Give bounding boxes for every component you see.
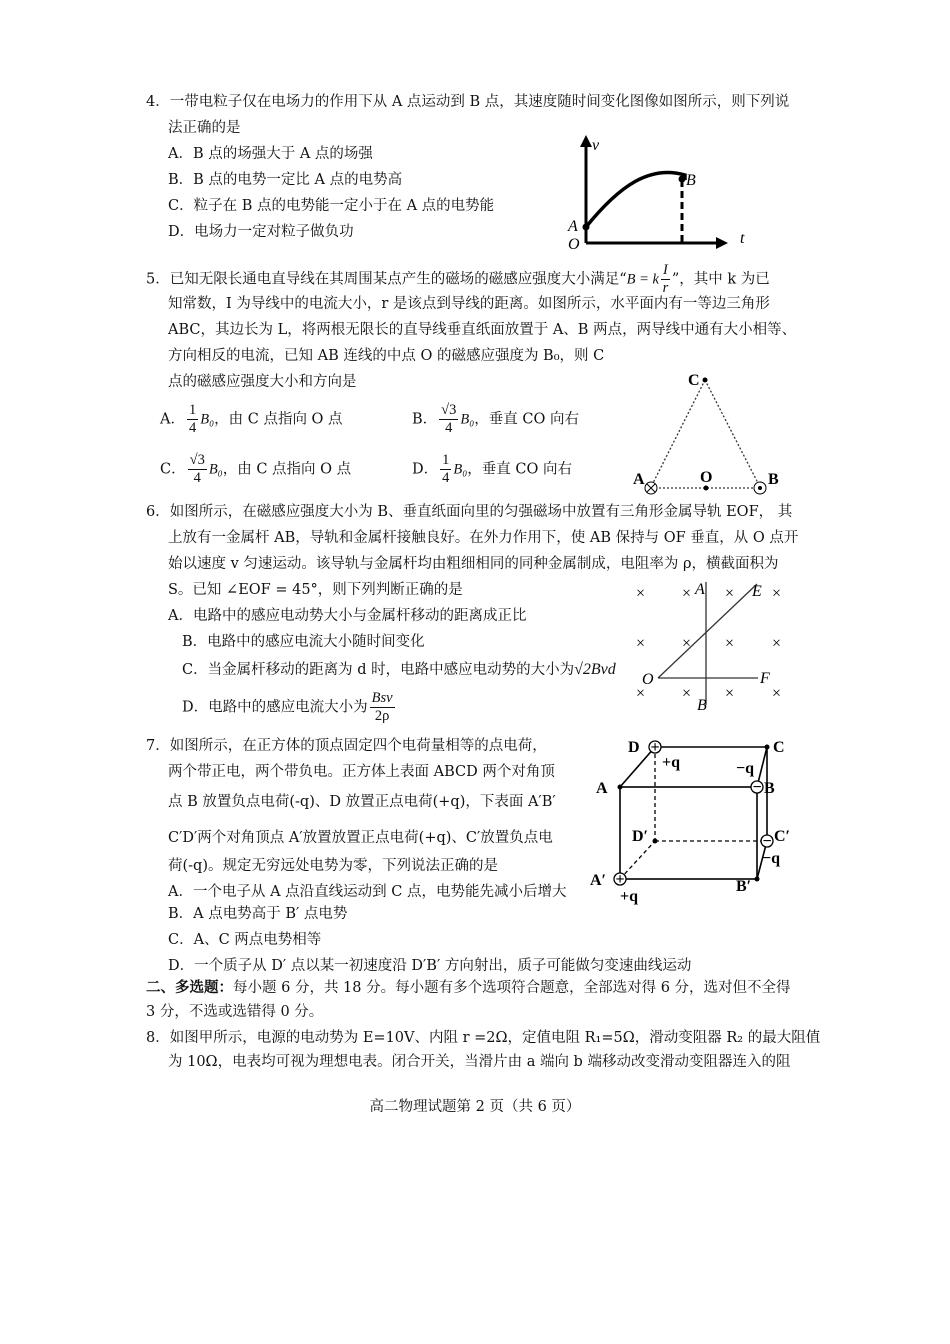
q5-stem-text-end: ”，其中 k 为已 [671,271,770,288]
option-text: ，由 C 点指向 O 点 [214,411,343,428]
cross: × [772,685,782,702]
cross: × [636,685,646,702]
q7-stem-2: 两个带正电，两个带负电。正方体上表面 ABCD 两个对角顶 [168,764,555,780]
q8-stem-1: 8．如图甲所示，电源的电动势为 E=10V、内阻 r =2Ω，定值电阻 R₁=5Ω，滑动变阻器 R₂ 的最大阻值 [146,1030,821,1046]
cross: × [725,585,735,602]
q6-stem-3: 始以速度 v 匀速运动。该导轨与金属杆均由粗细相同的同种金属制成，电阻率为 ρ，横截面积为 [168,556,779,572]
q4-option-a: A．B 点的场强大于 A 点的场强 [168,146,373,162]
q7-option-b: B．A 点电势高于 B′ 点电势 [168,906,348,922]
label-d: D [628,739,640,756]
q4-stem-2: 法正确的是 [168,120,241,136]
q5-stem-5: 点的磁感应强度大小和方向是 [168,374,357,390]
fraction-den: 4 [193,470,201,486]
q5-stem-4: 方向相反的电流，已知 AB 连线的中点 O 的磁感应强度为 B₀，则 C [168,348,605,364]
b0: B₀ [200,411,215,428]
q4-option-b: B．B 点的电势一定比 A 点的电势高 [168,172,403,188]
option-label: B． [412,411,438,428]
option-text: C．当金属杆移动的距离为 d 时，电路中感应电动势的大小为 [182,662,575,678]
option-math: √2Bvd [574,661,616,678]
label-b-prime: B′ [736,878,752,895]
option-text: ，垂直 CO 向右 [474,411,579,428]
section-2-instructions-2: 3 分，不选或选错得 0 分。 [146,1004,324,1020]
fraction-den: 4 [188,420,197,436]
plus-sign: + [650,739,660,756]
cross: × [636,635,646,652]
q5-stem-1 [146,262,770,297]
axis-v-label: v [592,137,600,154]
label-e: E [752,583,762,600]
formula-fraction [661,262,670,297]
label-c-prime: C′ [774,828,791,845]
formula-numerator: I [662,262,668,278]
label-a-prime: A′ [590,872,607,889]
q5-option-d [412,452,572,487]
q5-triangle-figure [630,370,790,500]
label-b: B [768,471,779,488]
label-c: C [773,739,785,756]
point-a-label: A [568,218,578,235]
cross: × [772,635,782,652]
formula-lhs: B = k [626,271,659,288]
label-o: O [700,469,713,486]
q6-magnetic-field-figure [630,580,800,715]
q4-stem: 4．一带电粒子仅在电场力的作用下从 A 点运动到 B 点，其速度随时间变化图像如图所示，则下列说 [146,94,790,110]
q7-option-d: D．一个质子从 D′ 点以某一初速度沿 D′B′ 方向射出，质子可能做匀变速曲线运动 [168,958,692,974]
q7-stem-1: 7．如图所示，在正方体的顶点固定四个电荷量相等的点电荷， [146,738,547,754]
fraction-num: 1 [188,402,197,418]
q7-option-a: A．一个电子从 A 点沿直线运动到 C 点，电势能先减小后增大 [168,884,567,900]
option-label: A． [160,411,185,428]
q7-stem-3: 点 B 放置负点电荷(-q)、D 放置正点电荷(+q)，下表面 A′B′ [168,794,556,810]
point-b-label: B [686,172,696,189]
axis-t-label: t [740,230,745,247]
cross: × [682,685,692,702]
q6-option-d [182,690,397,725]
q6-option-a: A．电路中的感应电动势大小与金属杆移动的距离成正比 [168,608,527,624]
cross: × [725,635,735,652]
option-text: ，由 C 点指向 O 点 [222,461,352,478]
b0: B₀ [453,461,468,478]
charge-c-prime: −q [762,850,781,867]
q5-option-c [160,452,351,487]
q6-stem-2: 上放有一金属杆 AB，导轨和金属杆接触良好。在外力作用下，使 AB 保持与 OF 垂直，从 O 点开 [168,530,799,546]
q4-option-c: C．粒子在 B 点的电势能一定小于在 A 点的电势能 [168,198,495,214]
q5-stem-text: 5．已知无限长通电直导线在其周围某点产生的磁场的磁感应强度大小满足“ [146,271,627,288]
option-label: D． [412,461,439,478]
b0: B₀ [460,411,475,428]
option-text: ，垂直 CO 向右 [467,461,572,478]
fraction-num: Bsv [371,690,393,706]
q5-stem-2: 知常数，I 为导线中的电流大小，r 是该点到导线的距离。如图所示，水平面内有一等边三角形 [168,296,770,312]
q8-stem-2: 为 10Ω，电表均可视为理想电表。闭合开关，当滑片由 a 端向 b 端移动改变滑动变阻器连入的阻 [168,1054,791,1070]
section-2-heading [146,978,791,998]
cross: × [636,585,646,602]
fraction-den: 2ρ [374,708,390,724]
label-d-prime: D′ [632,828,649,845]
formula-denominator: r [662,280,669,296]
q4-velocity-time-graph [560,135,760,260]
fraction-den: 4 [442,470,450,486]
q7-stem-4: C′D′两个对角顶点 A′放置放置正点电荷(+q)、C′放置负点电 [168,830,553,846]
b0: B₀ [208,461,223,478]
fraction-num: √3 [441,402,457,418]
q6-stem-1: 6．如图所示，在磁感应强度大小为 B、垂直纸面向里的匀强磁场中放置有三角形金属导轨 EOF， 其 [146,504,793,520]
label-o: O [642,671,654,688]
q5-option-b [412,402,579,437]
label-b: B [764,780,775,797]
plus-sign: + [615,871,625,888]
q6-stem-4: S。已知 ∠EOF = 45°，则下列判断正确的是 [168,582,463,598]
fraction-num: √3 [189,452,205,468]
label-f: F [760,670,770,687]
q6-option-c [182,660,616,680]
charge-d: +q [662,754,681,771]
q5-stem-3: ABC，其边长为 L，将两根无限长的直导线垂直纸面放置于 A、B 两点，两导线中通有大小相等、 [168,322,797,338]
cross: × [682,635,692,652]
q7-cube-figure [590,735,800,905]
label-a: A [633,471,645,488]
option-label: C． [160,461,186,478]
label-a: A [596,780,608,797]
charge-b: −q [736,760,755,777]
label-b: B [697,697,707,714]
q7-stem-5: 荷(-q)。规定无穷远处电势为零，下列说法正确的是 [168,858,498,874]
cross: × [772,585,782,602]
minus-sign: − [752,779,762,796]
cross: × [682,585,692,602]
label-c: C [688,372,700,389]
section-title: 二、多选题： [146,979,233,996]
q6-option-b: B．电路中的感应电流大小随时间变化 [182,634,425,650]
origin-label: O [568,236,580,253]
fraction-num: 1 [442,452,450,468]
fraction-den: 4 [445,420,453,436]
q5-option-a [160,402,343,437]
q4-option-d: D．电场力一定对粒子做负功 [168,224,354,240]
charge-a-prime: +q [620,888,639,905]
cross: × [725,685,735,702]
page-footer: 高二物理试题第 2 页（共 6 页） [369,1099,581,1115]
section-instructions: 每小题 6 分，共 18 分。每小题有多个选项符合题意，全部选对得 6 分，选对但不全得 [233,980,791,996]
label-a: A [695,581,705,598]
minus-sign: − [762,833,772,850]
option-text: D．电路中的感应电流大小为 [182,699,368,716]
q7-option-c: C．A、C 两点电势相等 [168,932,322,948]
